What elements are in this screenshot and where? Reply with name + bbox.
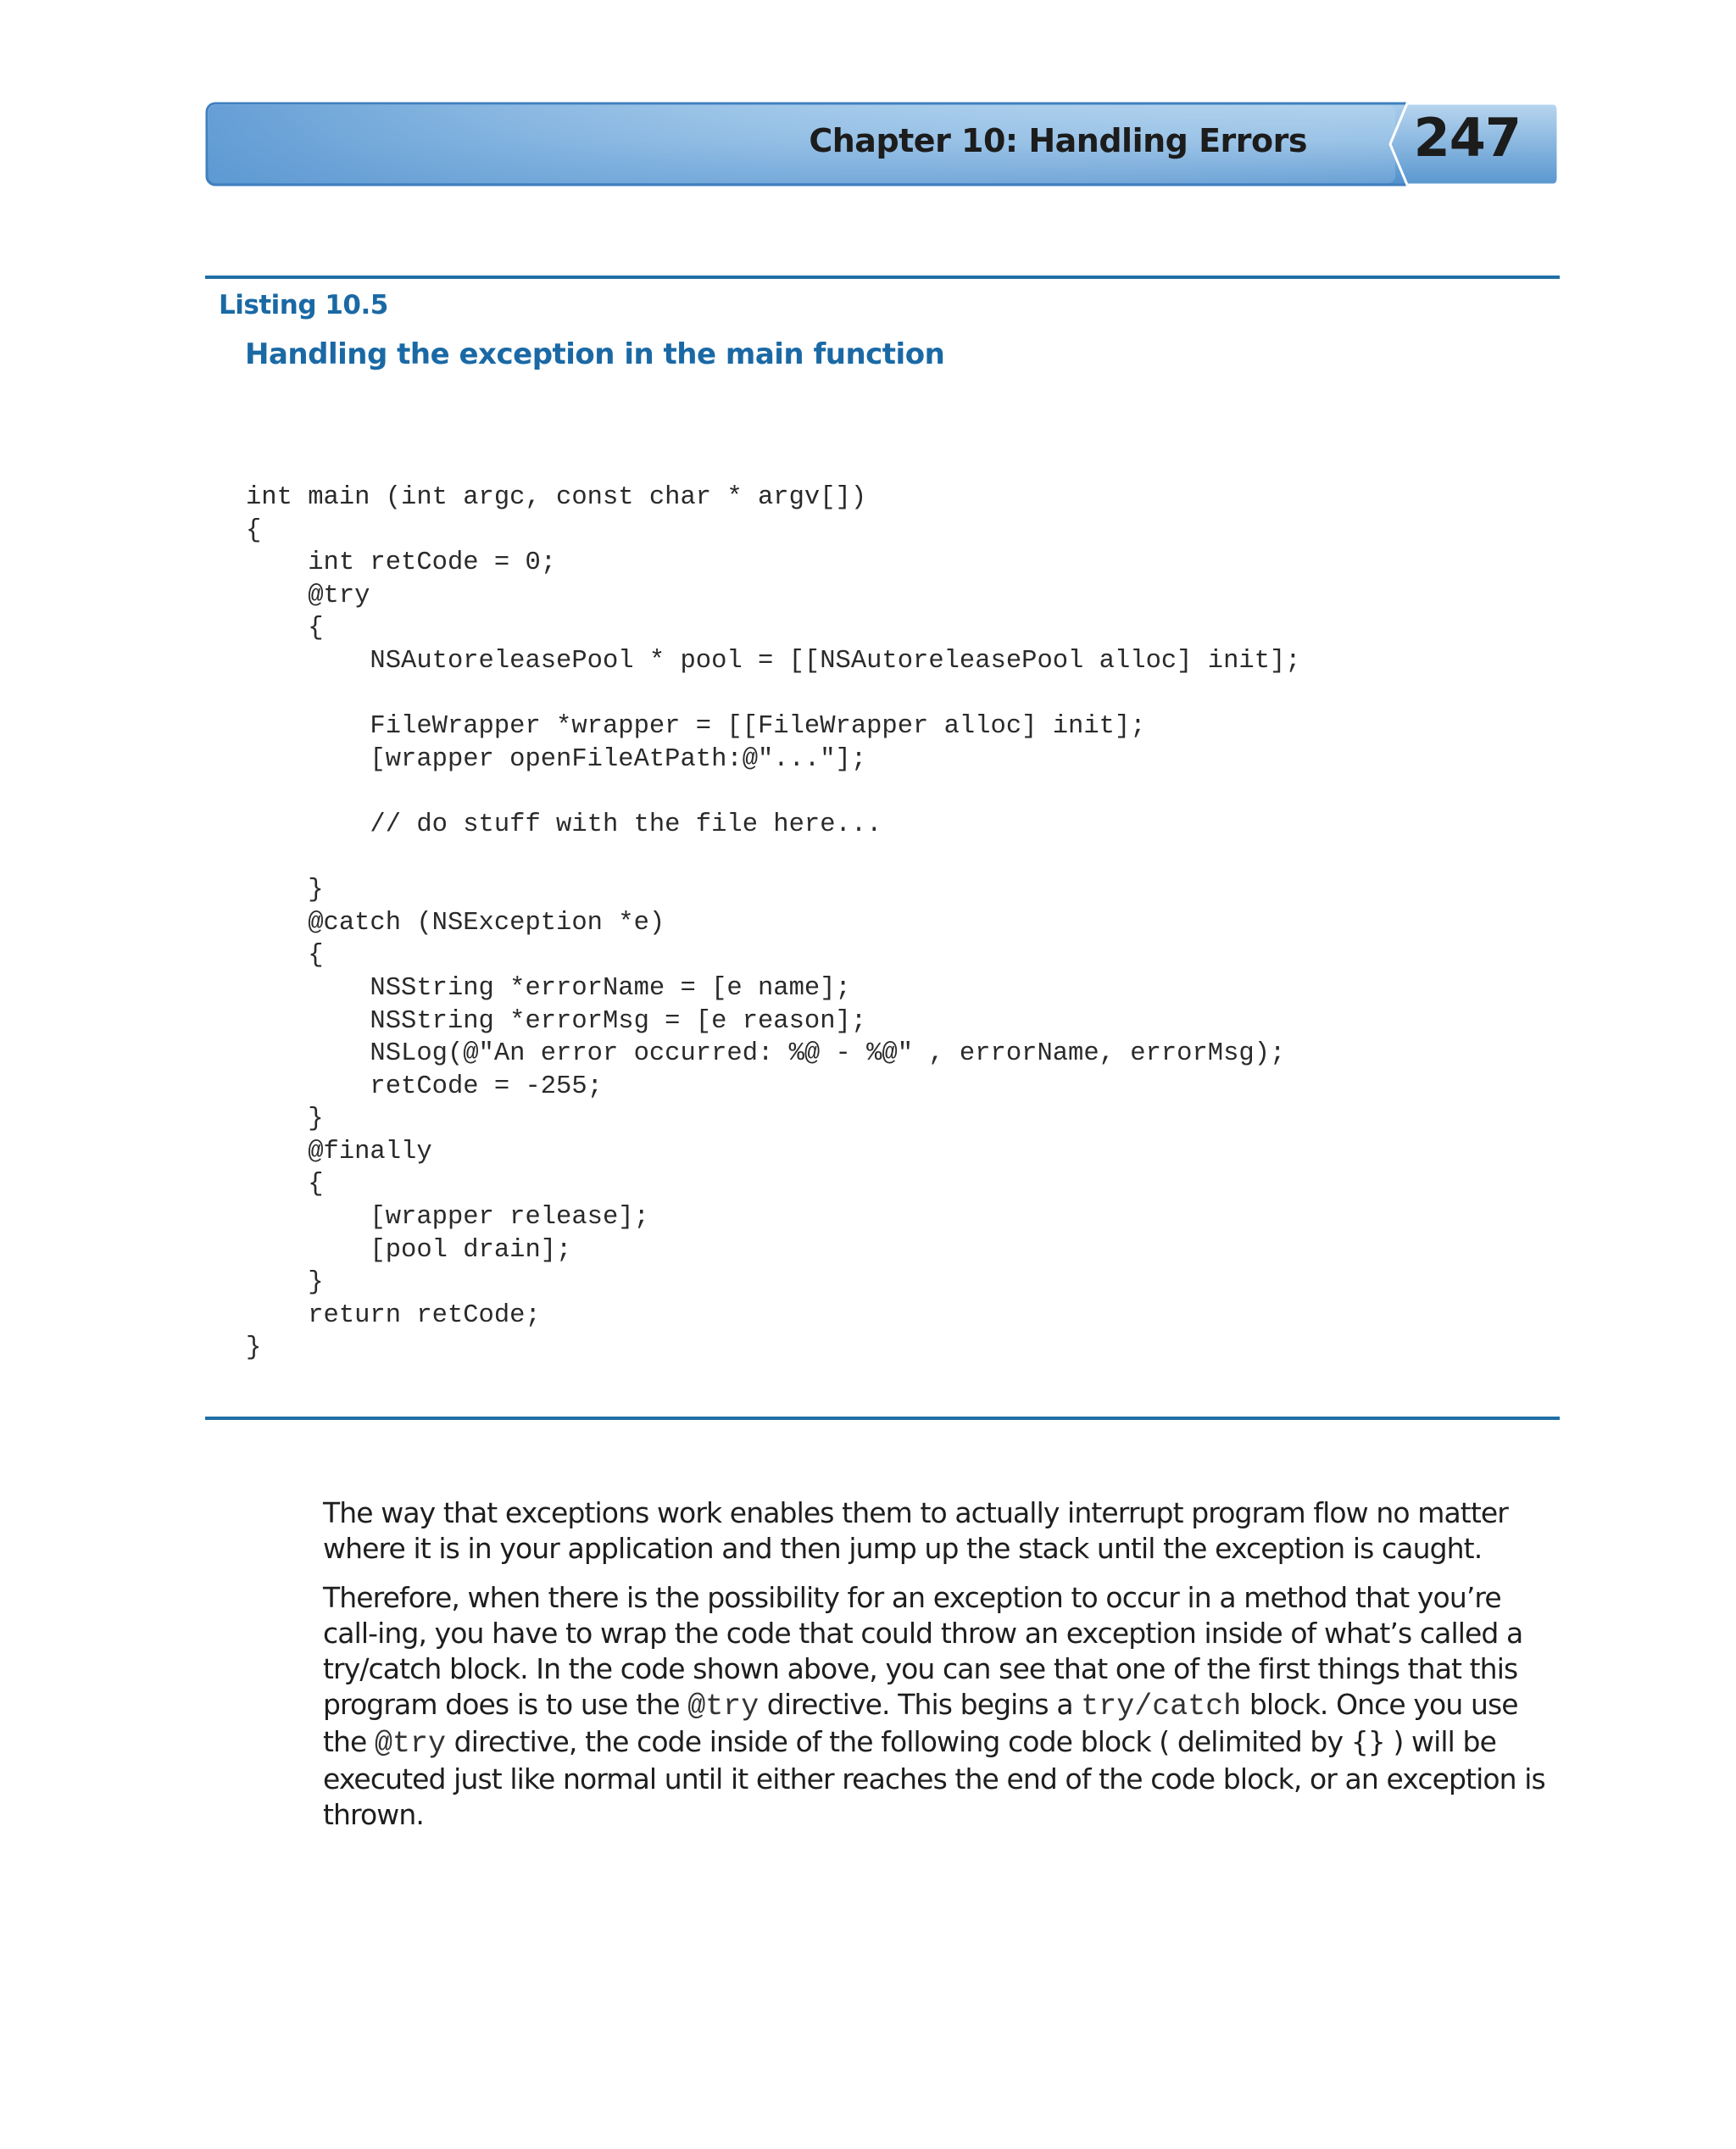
paragraph-text: directive. This begins a — [759, 1688, 1082, 1721]
listing-label: Listing 10.5 — [219, 290, 388, 320]
code-line: [wrapper openFileAtPath:@"..."]; — [246, 744, 867, 774]
code-line: FileWrapper *wrapper = [[FileWrapper alloc] init]; — [246, 712, 1146, 742]
code-line: NSAutoreleasePool * pool = [[NSAutoreleasePool alloc] init]; — [246, 646, 1301, 676]
body-text — [323, 1495, 1561, 1846]
code-line: { — [246, 515, 262, 545]
code-line: int retCode = 0; — [246, 548, 557, 578]
code-line: } — [246, 876, 324, 905]
code-line: [pool drain]; — [246, 1235, 572, 1265]
paragraph-text: Therefore, when there is the possibility for an exception to occur in a method that you’re call-ing, you have to wrap the code that could throw an exception inside of what’s called a try/catch block. In the code shown above, you can see that one of the first things that this program does is to use the — [323, 1581, 1523, 1721]
inline-code: @try — [375, 1727, 447, 1761]
listing-top-rule — [205, 276, 1560, 279]
paragraph-text: directive, the code inside of the following code block ( delimited by {} ) will be executed just like normal until it either reaches the end of the code block, or an exception is thrown. — [323, 1725, 1545, 1831]
code-line: NSString *errorName = [e name]; — [246, 973, 851, 1003]
code-line: // do stuff with the file here... — [246, 810, 882, 839]
code-line: @try — [246, 581, 370, 610]
paragraph-text: The way that exceptions work enables them to actually interrupt program flow no matter where it is in your application and then jump up the stack until the exception is caught. — [323, 1496, 1508, 1565]
code-line: int main (int argc, const char * argv[]) — [246, 483, 867, 512]
code-line: return retCode; — [246, 1300, 541, 1330]
paragraph-text: block. Once you use the — [323, 1688, 1518, 1758]
code-line: } — [246, 1105, 324, 1134]
inline-code: try/catch — [1081, 1690, 1242, 1723]
code-line — [246, 776, 1301, 809]
chapter-header-banner — [205, 102, 1560, 187]
code-line — [246, 842, 1301, 875]
code-line: { — [246, 614, 324, 643]
listing-bottom-rule — [205, 1417, 1560, 1420]
code-line: @finally — [246, 1137, 432, 1166]
paragraph — [323, 1580, 1561, 1833]
page-number: 247 — [1413, 107, 1521, 169]
code-line: { — [246, 941, 324, 971]
inline-code: @try — [687, 1690, 760, 1723]
code-line: } — [246, 1333, 262, 1363]
chapter-title: Chapter 10: Handling Errors — [809, 122, 1307, 159]
code-line: @catch (NSException *e) — [246, 908, 665, 938]
code-line: } — [246, 1268, 324, 1298]
listing-caption: Handling the exception in the main function — [245, 337, 945, 371]
code-line: [wrapper release]; — [246, 1203, 649, 1233]
paragraph — [323, 1495, 1561, 1567]
code-listing — [246, 482, 1301, 1365]
code-line — [246, 678, 1301, 711]
code-line: NSString *errorMsg = [e reason]; — [246, 1006, 867, 1036]
code-line: NSLog(@"An error occurred: %@ - %@" , errorName, errorMsg); — [246, 1039, 1286, 1069]
code-line: retCode = -255; — [246, 1072, 603, 1101]
code-line: { — [246, 1170, 324, 1200]
